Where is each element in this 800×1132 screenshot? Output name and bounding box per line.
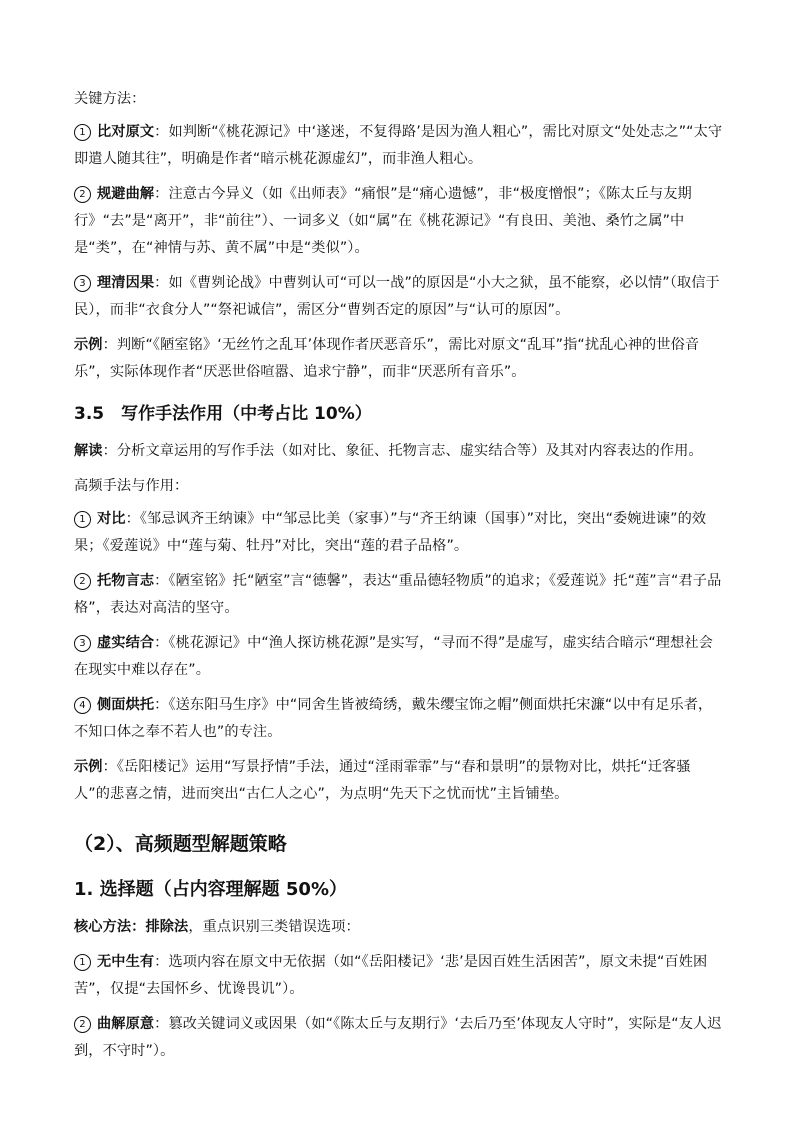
list-item (74, 181, 726, 262)
intro-label: 解读 (74, 443, 103, 459)
item-text: ：如判断“《桃花源记》中‘遂迷，不复得路’是因为渔人粗心”，需比对原文“处处志之”“太守即遣人随其往”，明确是作者“暗示桃花源虚幻”，而非渔人粗心。 (74, 124, 723, 167)
item-title: 理清因果 (97, 275, 155, 291)
example-label: 示例 (74, 759, 103, 775)
example-text: ：判断“《陋室铭》‘无丝竹之乱耳’体现作者厌恶音乐”，需比对原文“乱耳”指“扰乱心神的世俗音乐”，实际体现作者“厌恶世俗喧嚣、追求宁静”，而非“厌恶所有音乐”。 (74, 337, 700, 380)
example-paragraph (74, 754, 726, 808)
intro-text: ：分析文章运用的写作手法（如对比、象征、托物言志、虚实结合等）及其对内容表达的作用。 (102, 443, 703, 459)
item-text: ：《桃花源记》中“渔人探访桃花源”是实写，“寻而不得”是虚写，虚实结合暗示“理想社会在现实中难以存在”。 (74, 635, 713, 678)
item-title: 侧面烘托 (97, 697, 155, 713)
item-text: ：《邹忌讽齐王纳谏》中“邹忌比美（家事）”与“齐王纳谏（国事）”对比，突出“委婉进谏”的效果；《爱莲说》中“莲与菊、牡丹”对比，突出“莲的君子品格”。 (74, 511, 707, 554)
method-paragraph (74, 914, 726, 941)
list-item (74, 506, 726, 560)
item-title: 曲解原意 (97, 1016, 155, 1032)
method-text: ，重点识别三类错误选项： (188, 919, 360, 935)
list-item (74, 270, 726, 324)
list-item (74, 630, 726, 684)
intro-paragraph (74, 438, 726, 465)
key-methods-label: 关键方法： (74, 91, 146, 107)
item-text: ：选项内容在原文中无依据（如“《岳阳楼记》‘悲’是因百姓生活困苦”，原文未提“百姓困苦”，仅提“去国怀乡、忧谗畏讥”）。 (74, 954, 708, 997)
list-item (74, 692, 726, 746)
circled-number: 4 (74, 697, 91, 714)
techniques-label: 高频手法与作用： (74, 478, 189, 494)
circled-number: 2 (74, 186, 91, 203)
example-text: ：《岳阳楼记》运用“写景抒情”手法，通过“淫雨霏霏”与“春和景明”的景物对比，烘托“迁客骚人”的悲喜之情，进而突出“古仁人之心”，为点明“先天下之忧而忧”主旨铺垫。 (74, 759, 691, 802)
item-text: ：《送东阳马生序》中“同舍生皆被绮绣，戴朱缨宝饰之帽”侧面烘托宋濂“以中有足乐者，不知口体之奉不若人也”的专注。 (74, 697, 713, 740)
list-item (74, 1011, 726, 1065)
item-title: 对比 (97, 511, 126, 527)
item-title: 比对原文 (97, 124, 155, 140)
item-title: 无中生有 (97, 954, 155, 970)
section-heading-choice: 1. 选择题（占内容理解题 50%） (74, 879, 347, 900)
circled-number: 3 (74, 635, 91, 652)
circled-number: 2 (74, 1016, 91, 1033)
circled-number: 3 (74, 275, 91, 292)
list-item (74, 119, 726, 173)
example-paragraph (74, 332, 726, 386)
item-text: ：如《曹刿论战》中曹刿认可“可以一战”的原因是“小大之狱，虽不能察，必以情”（取信于民），而非“衣食分人”“祭祀诚信”，需区分“曹刿否定的原因”与“认可的原因”。 (74, 275, 720, 318)
example-label: 示例 (74, 337, 103, 353)
item-title: 托物言志 (97, 573, 155, 589)
item-text: ：《陋室铭》托“陋室”言“德馨”，表达“重品德轻物质”的追求；《爱莲说》托“莲”言“君子品格”，表达对高洁的坚守。 (74, 573, 722, 616)
circled-number: 1 (74, 124, 91, 141)
circled-number: 2 (74, 573, 91, 590)
circled-number: 1 (74, 954, 91, 971)
item-title: 规避曲解 (97, 186, 155, 202)
section-heading-3-5: 3.5 写作手法作用（中考占比 10%） (74, 404, 372, 424)
item-text: ：注意古今异义（如《出师表》“痛恨”是“痛心遗憾”，非“极度憎恨”；《陈太丘与友期行》“去”是“离开”，非“前往”）、一词多义（如“属”在《桃花源记》“有良田、美池、桑竹之属”中是“类”，在“神情与苏、黄不属”中是“类似”）。 (74, 186, 692, 256)
method-label: 核心方法：排除法 (74, 919, 189, 935)
list-item (74, 568, 726, 622)
circled-number: 1 (74, 511, 91, 528)
list-item (74, 949, 726, 1003)
item-text: ：篡改关键词义或因果（如“《陈太丘与友期行》‘去后乃至’体现友人守时”，实际是“友人迟到，不守时”）。 (74, 1016, 722, 1059)
section-heading-strategies: （2）、高频题型解题策略 (74, 833, 287, 855)
item-title: 虚实结合 (97, 635, 155, 651)
